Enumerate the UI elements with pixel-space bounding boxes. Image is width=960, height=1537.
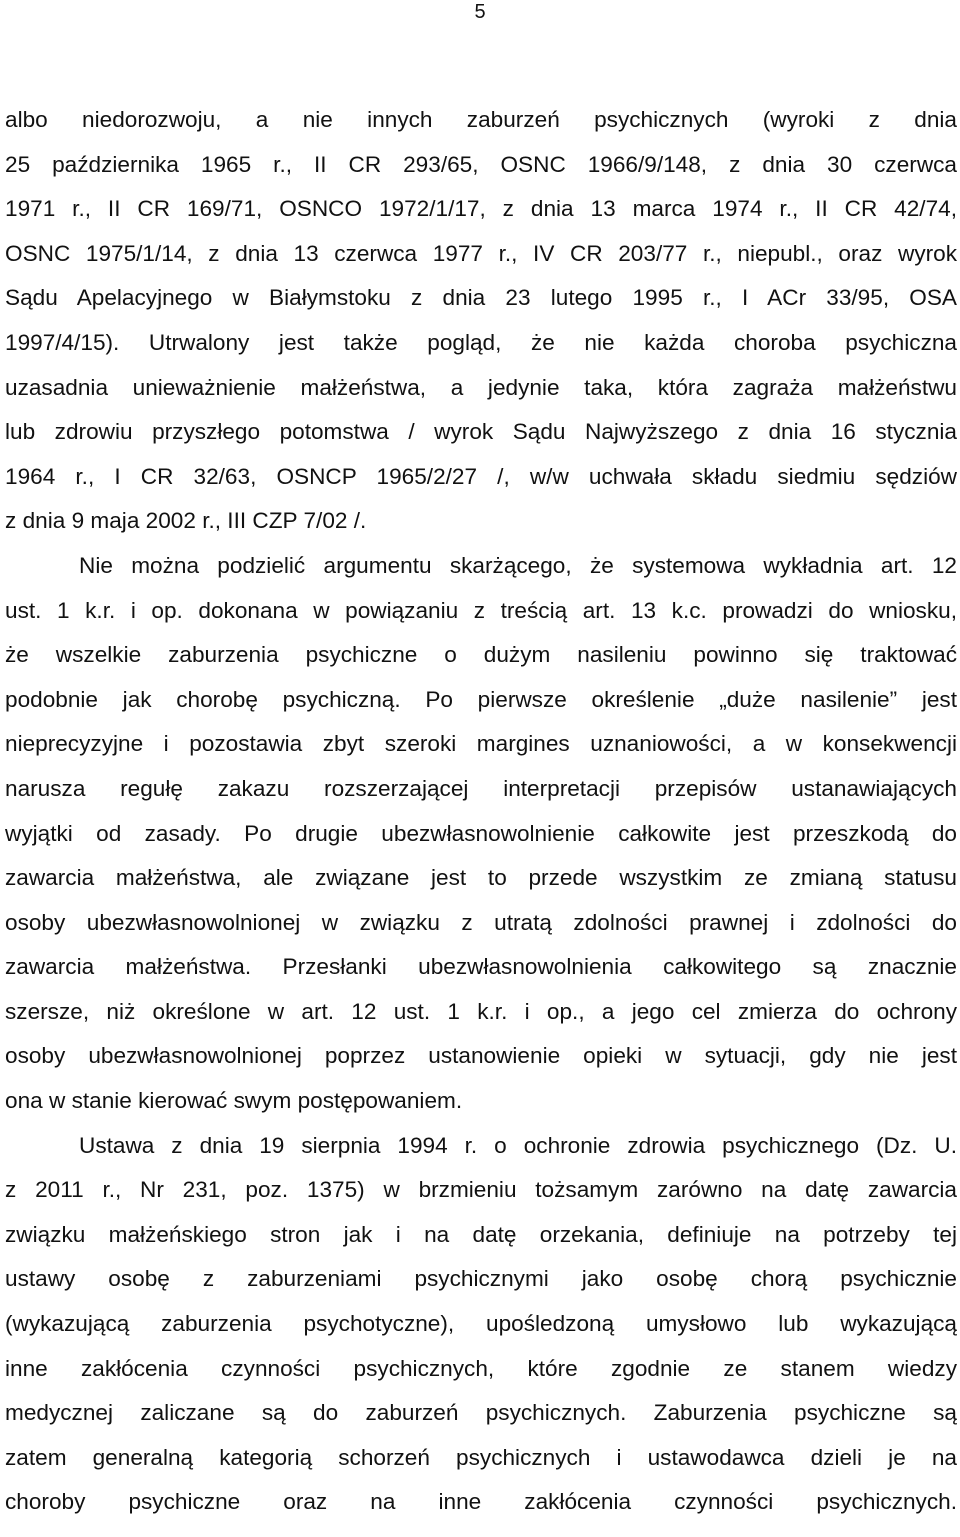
text-line: 1971 r., II CR 169/71, OSNCO 1972/1/17, z dnia 13 marca 1974 r., II CR 42/74, <box>5 196 957 222</box>
page-number: 5 <box>474 1 486 23</box>
text-line: Ustawa z dnia 19 sierpnia 1994 r. o ochronie zdrowia psychicznego (Dz. U. <box>79 1132 957 1158</box>
text-line: 1964 r., I CR 32/63, OSNCP 1965/2/27 /, w/w uchwała składu siedmiu sędziów <box>5 463 957 489</box>
text-line: ona w stanie kierować swym postępowaniem. <box>5 1088 463 1114</box>
text-line: 25 października 1965 r., II CR 293/65, OSNC 1966/9/148, z dnia 30 czerwca <box>5 151 957 177</box>
text-line: szersze, niż określone w art. 12 ust. 1 k.r. i op., a jego cel zmierza do ochrony <box>5 998 957 1024</box>
text-line: medycznej zaliczane są do zaburzeń psychicznych. Zaburzenia psychiczne są <box>5 1400 957 1426</box>
text-line: narusza regułę zakazu rozszerzającej interpretacji przepisów ustanawiających <box>5 775 957 801</box>
text-line: z dnia 9 maja 2002 r., III CZP 7/02 /. <box>5 508 367 534</box>
text-line: OSNC 1975/1/14, z dnia 13 czerwca 1977 r., IV CR 203/77 r., niepubl., oraz wyrok <box>5 240 957 266</box>
text-line: uzasadnia unieważnienie małżeństwa, a jedynie taka, która zagraża małżeństwu <box>5 374 957 400</box>
text-line: 1997/4/15). Utrwalony jest także pogląd, że nie każda choroba psychiczna <box>5 329 957 355</box>
text-line: podobnie jak chorobę psychiczną. Po pierwsze określenie „duże nasilenie” jest <box>5 686 957 712</box>
text-line: osoby ubezwłasnowolnionej w związku z utratą zdolności prawnej i zdolności do <box>5 909 957 935</box>
paragraph-3 <box>5 1124 957 1525</box>
text-line: zatem generalną kategorią schorzeń psychicznych i ustawodawca dzieli je na <box>5 1444 957 1470</box>
text-line: że wszelkie zaburzenia psychiczne o dużym nasileniu powinno się traktować <box>5 642 957 668</box>
text-line: ust. 1 k.r. i op. dokonana w powiązaniu z treścią art. 13 k.c. prowadzi do wniosku, <box>5 597 957 623</box>
text-line: Sądu Apelacyjnego w Białymstoku z dnia 23 lutego 1995 r., I ACr 33/95, OSA <box>5 285 957 311</box>
text-line: Nie można podzielić argumentu skarżącego, że systemowa wykładnia art. 12 <box>79 552 957 578</box>
text-line: z 2011 r., Nr 231, poz. 1375) w brzmieniu tożsamym zarówno na datę zawarcia <box>5 1177 957 1203</box>
text-line: inne zakłócenia czynności psychicznych, które zgodnie ze stanem wiedzy <box>5 1355 957 1381</box>
text-line: (wykazującą zaburzenia psychotyczne), upośledzoną umysłowo lub wykazującą <box>5 1311 957 1337</box>
text-line: albo niedorozwoju, a nie innych zaburzeń psychicznych (wyroki z dnia <box>5 107 957 132</box>
text-line: ustawy osobę z zaburzeniami psychicznymi jako osobę chorą psychicznie <box>5 1266 957 1292</box>
paragraph-2 <box>5 544 957 1124</box>
text-line: nieprecyzyjne i pozostawia zbyt szeroki margines uznaniowości, a w konsekwencji <box>5 731 957 757</box>
text-line: związku małżeńskiego stron jak i na datę orzekania, definiuje na potrzeby tej <box>5 1221 957 1247</box>
text-line: lub zdrowiu przyszłego potomstwa / wyrok Sądu Najwyższego z dnia 16 stycznia <box>5 419 957 445</box>
text-line: wyjątki od zasady. Po drugie ubezwłasnowolnienie całkowite jest przeszkodą do <box>5 820 957 846</box>
document-body <box>5 98 957 1525</box>
text-line: choroby psychiczne oraz na inne zakłócenia czynności psychicznych. <box>5 1489 957 1515</box>
paragraph-1 <box>5 98 957 544</box>
text-line: zawarcia małżeństwa. Przesłanki ubezwłasnowolnienia całkowitego są znacznie <box>5 954 957 980</box>
text-line: zawarcia małżeństwa, ale związane jest to przede wszystkim ze zmianą statusu <box>5 865 957 891</box>
text-line: osoby ubezwłasnowolnionej poprzez ustanowienie opieki w sytuacji, gdy nie jest <box>5 1043 957 1069</box>
